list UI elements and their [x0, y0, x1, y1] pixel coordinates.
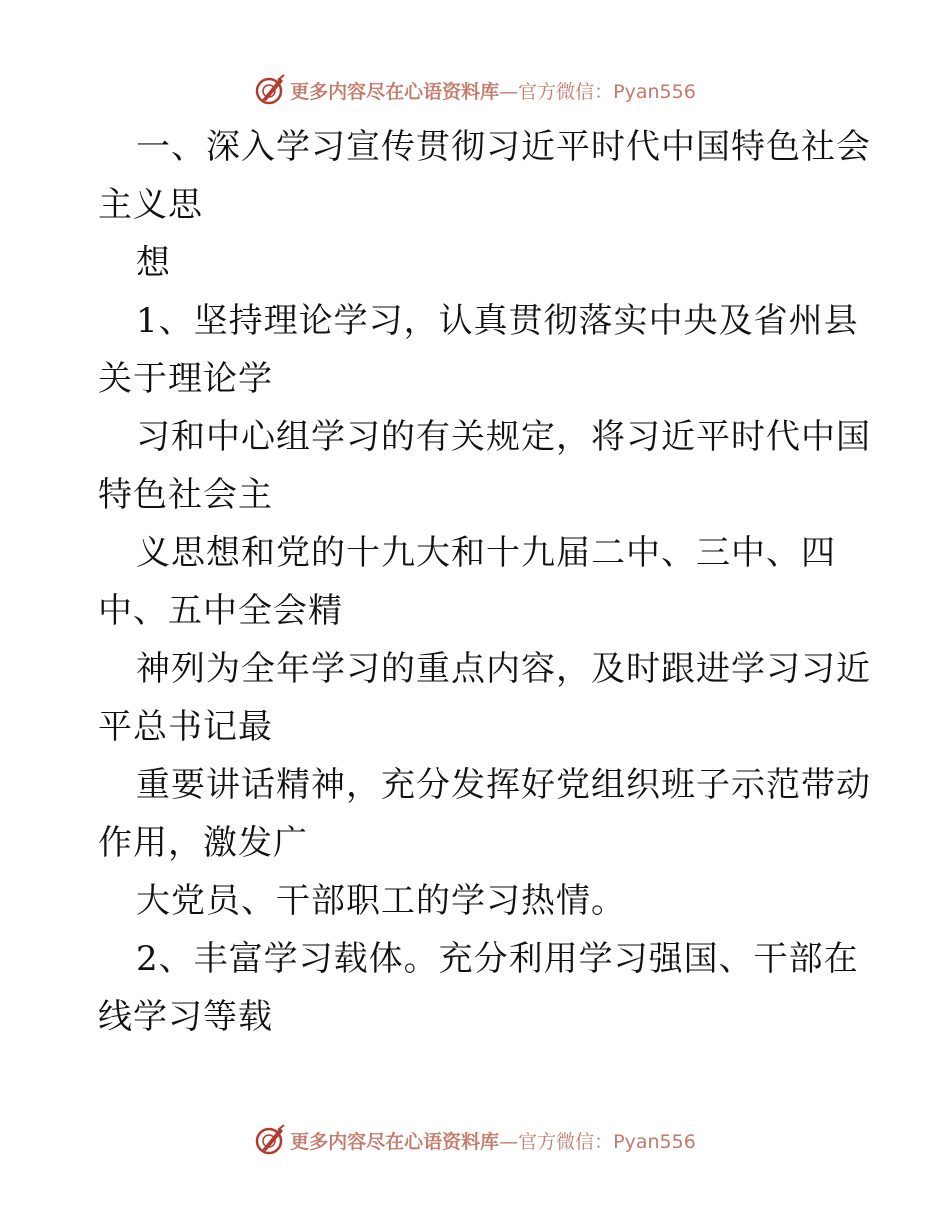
body-text-line: 中、五中全会精 — [98, 591, 343, 631]
body-text-line: 重要讲话精神，充分发挥好党组织班子示范带动 — [136, 765, 871, 805]
body-text-line: 作用，激发广 — [98, 823, 308, 863]
body-text-line: 2、丰富学习载体。充分利用学习强国、干部在 — [136, 939, 859, 979]
document-body — [98, 118, 871, 1046]
body-text-line: 大党员、干部职工的学习热情。 — [136, 881, 626, 921]
quill-pen-logo-icon — [254, 74, 286, 106]
body-text-line: 神列为全年学习的重点内容，及时跟进学习习近 — [136, 649, 871, 689]
body-text-line: 特色社会主 — [98, 475, 273, 515]
body-text-line: 习和中心组学习的有关规定，将习近平时代中国 — [136, 417, 871, 457]
footer-banner — [0, 1120, 950, 1160]
body-text-line: 一、深入学习宣传贯彻习近平时代中国特色社会 — [136, 127, 871, 167]
header-dash: — — [499, 80, 519, 103]
body-text-line: 关于理论学 — [98, 359, 273, 399]
body-text-line: 想 — [136, 243, 171, 283]
header-banner — [0, 70, 950, 110]
footer-dash: — — [499, 1130, 519, 1153]
footer-wechat-text: 官方微信：Pyan556 — [518, 1130, 696, 1153]
body-text-line: 线学习等载 — [98, 997, 273, 1037]
body-text-line: 主义思 — [98, 185, 203, 225]
footer-brand-text: 更多内容尽在心语资料库 — [290, 1130, 500, 1153]
header-brand-text: 更多内容尽在心语资料库 — [290, 80, 500, 103]
header-wechat-text: 官方微信：Pyan556 — [518, 80, 696, 103]
quill-pen-logo-icon — [254, 1124, 286, 1156]
body-text-line: 平总书记最 — [98, 707, 273, 747]
body-text-line: 1、坚持理论学习，认真贯彻落实中央及省州县 — [136, 301, 859, 341]
body-text-line: 义思想和党的十九大和十九届二中、三中、四 — [136, 533, 836, 573]
